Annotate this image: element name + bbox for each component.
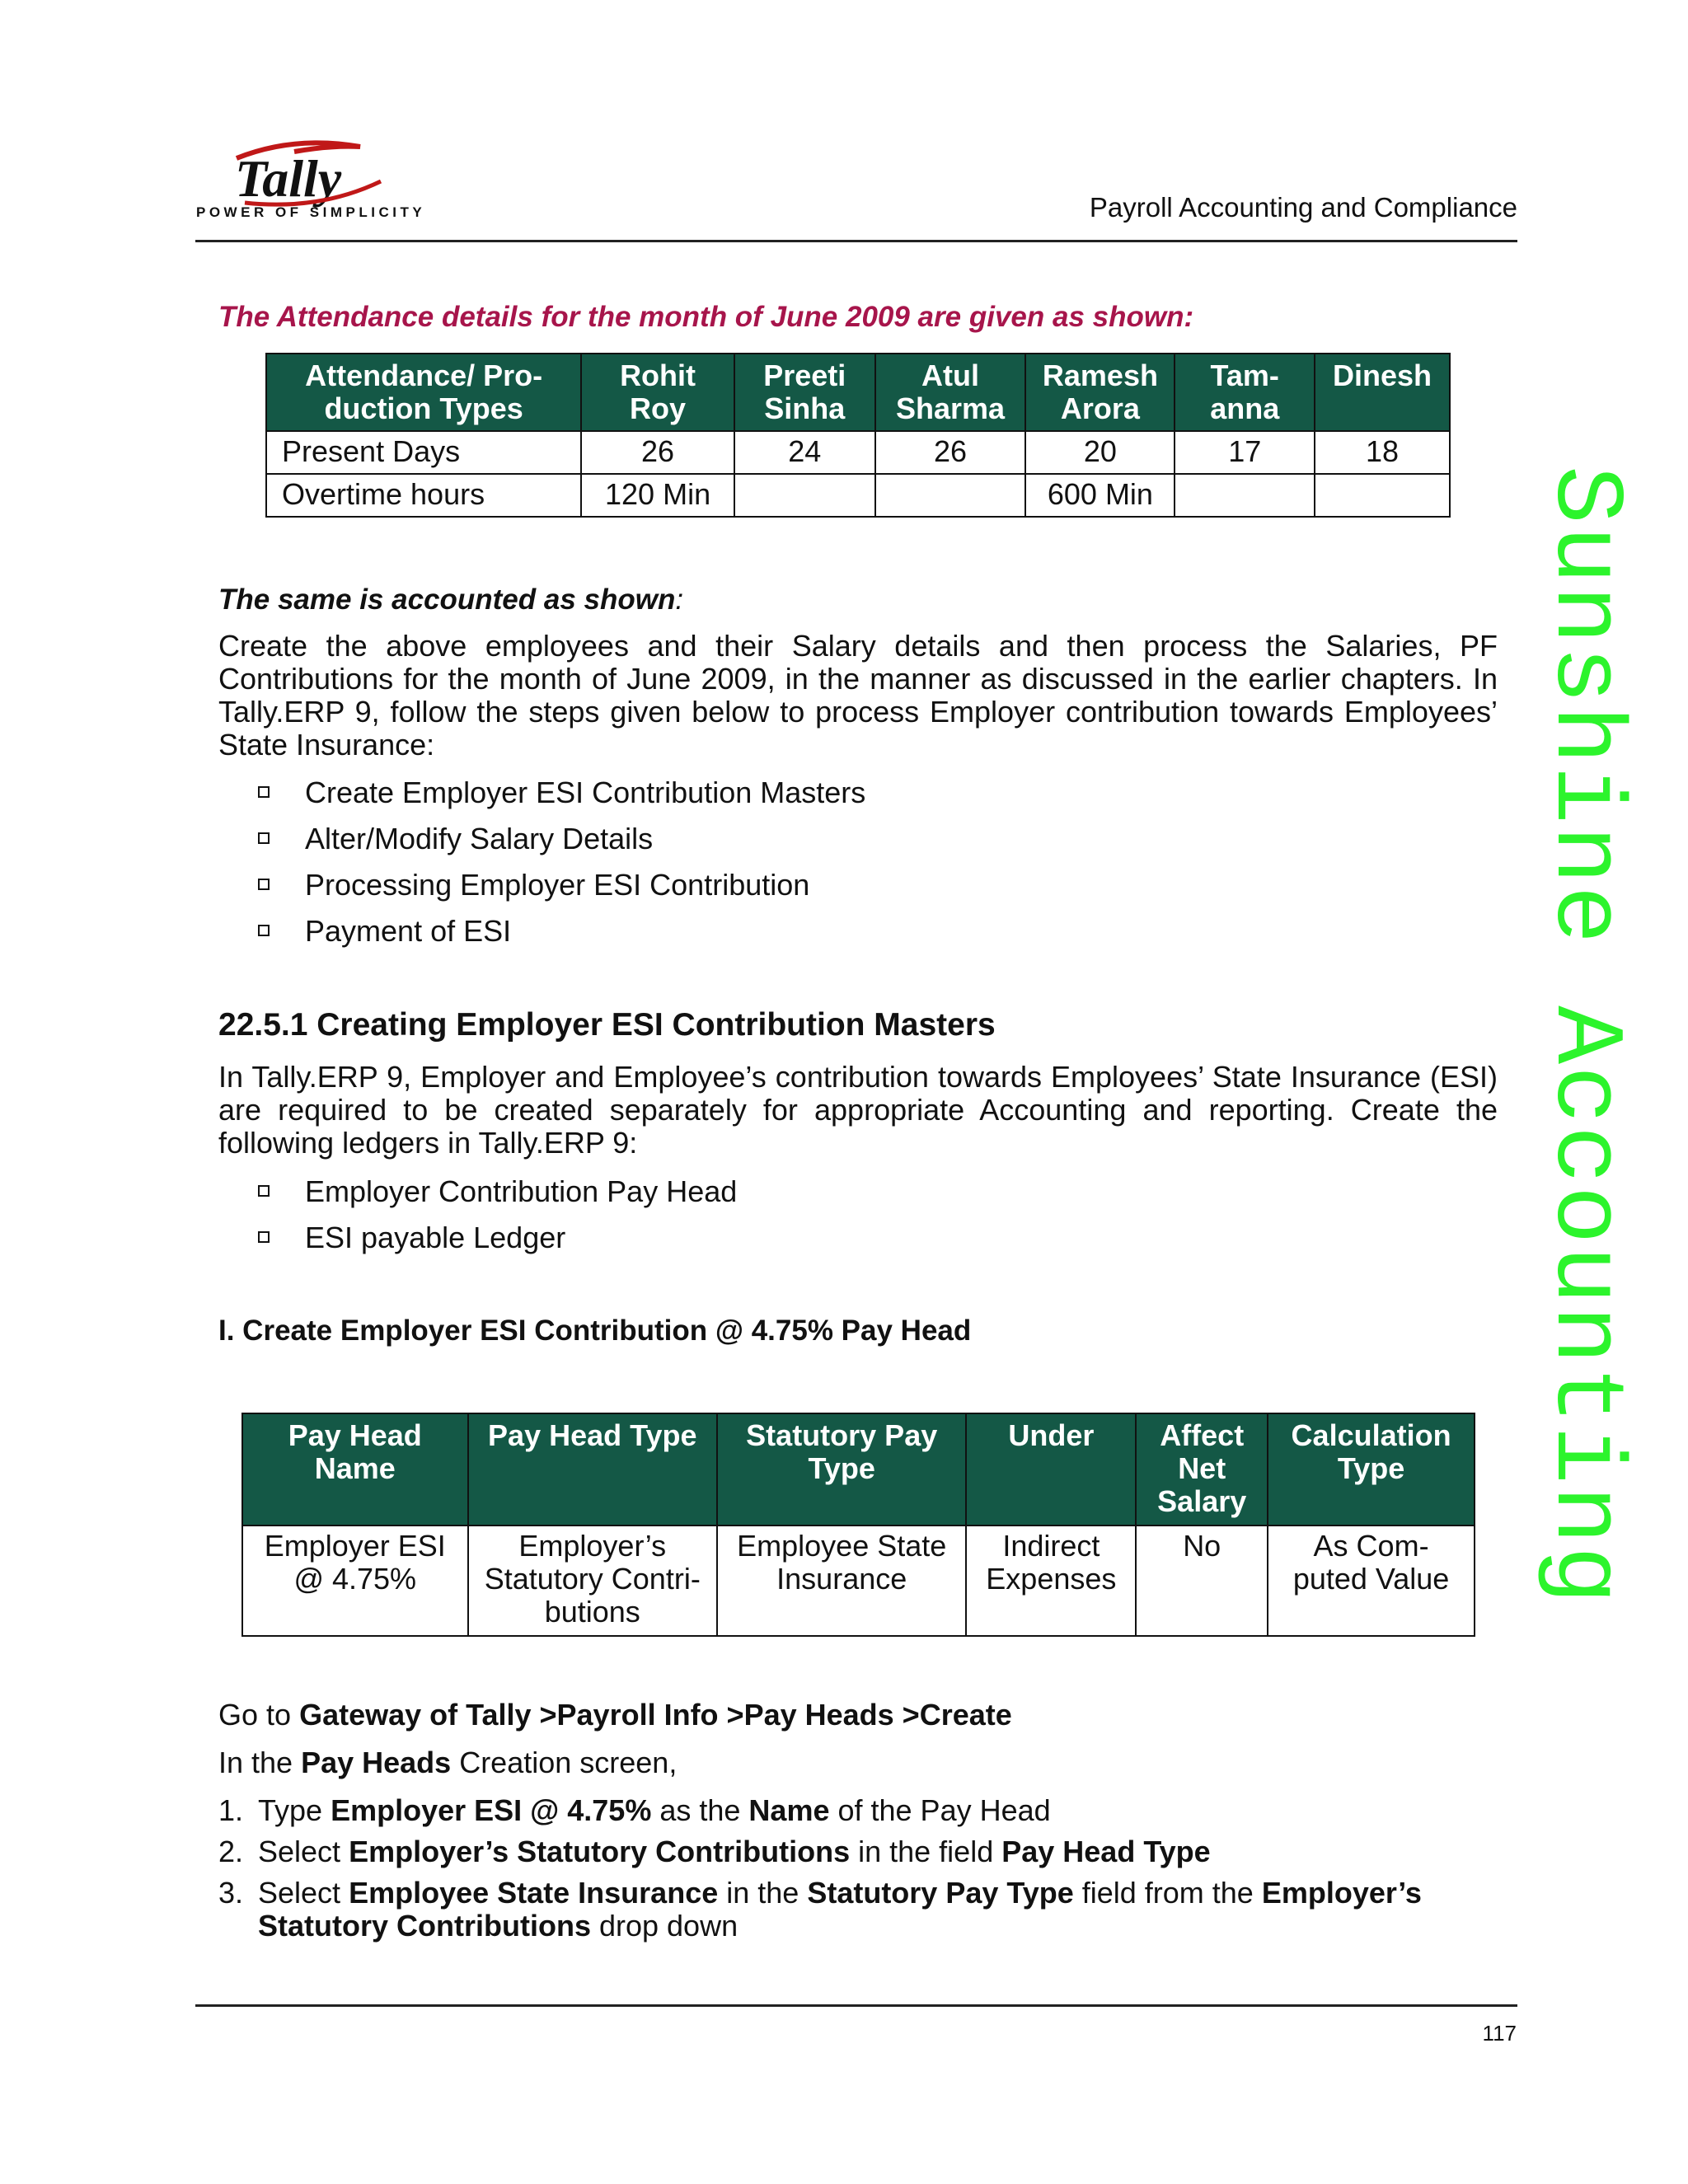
column-header: Pay Head Type: [468, 1413, 718, 1526]
chapter-title: Payroll Accounting and Compliance: [1089, 192, 1517, 223]
nav-prefix: Go to: [218, 1698, 300, 1732]
step-text: Select: [258, 1835, 349, 1868]
table-cell: Employee State Insurance: [717, 1526, 966, 1636]
square-bullet-icon: [258, 925, 270, 936]
list-item-text: Processing Employer ESI Contribution: [305, 868, 810, 902]
attendance-header-row: [266, 354, 1450, 431]
list-item-text: Alter/Modify Salary Details: [305, 822, 654, 855]
column-header: Ramesh Arora: [1025, 354, 1175, 431]
step-text: of the Pay Head: [829, 1793, 1051, 1827]
square-bullet-icon: [258, 786, 270, 798]
column-header: Attendance/ Pro- duction Types: [266, 354, 581, 431]
page-number: 117: [1482, 2021, 1517, 2046]
column-header: Preeti Sinha: [734, 354, 875, 431]
table-cell: [1175, 474, 1315, 517]
nav-menu-path: Gateway of Tally >Payroll Info >Pay Heads >Create: [299, 1698, 1012, 1732]
table-cell: 17: [1175, 431, 1315, 474]
step-text: in the: [718, 1876, 808, 1910]
column-header: Calculation Type: [1268, 1413, 1475, 1526]
section-heading: 22.5.1 Creating Employer ESI Contribution Masters: [218, 1007, 996, 1043]
square-bullet-icon: [258, 832, 270, 844]
table-cell: As Com- puted Value: [1268, 1526, 1475, 1636]
table-cell: [875, 474, 1026, 517]
square-bullet-icon: [258, 1185, 270, 1197]
step-bold-text: Pay Head Type: [1001, 1835, 1211, 1868]
step-item: [218, 1835, 1504, 1868]
column-header: Rohit Roy: [581, 354, 734, 431]
step-text: drop down: [590, 1909, 738, 1943]
column-header: Dinesh: [1315, 354, 1450, 431]
square-bullet-icon: [258, 1231, 270, 1243]
list-item-text: Employer Contribution Pay Head: [305, 1174, 738, 1208]
table-row: [266, 474, 1450, 517]
attendance-table: [265, 353, 1451, 518]
logo-tagline: POWER OF SIMPLICITY: [196, 204, 426, 220]
table-cell: 120 Min: [581, 474, 734, 517]
intro-bold: Pay Heads: [301, 1746, 452, 1779]
accounted-caption-colon: :: [675, 583, 684, 616]
list-item: [218, 862, 865, 908]
table-cell: [734, 474, 875, 517]
intro-suffix: Creation screen,: [451, 1746, 678, 1779]
step-bold-text: Employer ESI @ 4.75%: [331, 1793, 652, 1827]
row-label-cell: Overtime hours: [266, 474, 581, 517]
step-text: as the: [651, 1793, 749, 1827]
list-item: [218, 770, 865, 816]
table-cell: 26: [875, 431, 1026, 474]
square-bullet-icon: [258, 879, 270, 890]
list-item: [218, 908, 865, 954]
step-item: [218, 1794, 1504, 1827]
list-item-text: Payment of ESI: [305, 914, 512, 948]
table-cell: 20: [1025, 431, 1175, 474]
list-item-text: Create Employer ESI Contribution Masters: [305, 776, 866, 809]
payhead-table: [241, 1413, 1475, 1637]
attendance-caption: The Attendance details for the month of June 2009 are given as shown:: [218, 301, 1194, 333]
table-cell: 24: [734, 431, 875, 474]
column-header: Statutory Pay Type: [717, 1413, 966, 1526]
steps-list: [218, 1794, 1504, 1951]
step-bold-text: Employee State Insurance: [349, 1876, 719, 1910]
section-paragraph: In Tally.ERP 9, Employer and Employee’s contribution towards Employees’ State Insurance (ESI) are required to be created separately for appropriate Accounting and reporting. Create the following ledgers in Tally.ERP 9:: [218, 1060, 1498, 1160]
step-number: 2.: [218, 1835, 244, 1868]
section-bullet-list: [218, 1169, 737, 1261]
step-text: field from the: [1073, 1876, 1262, 1910]
step-text: Type: [258, 1793, 331, 1827]
table-cell: 600 Min: [1025, 474, 1175, 517]
column-header: Atul Sharma: [875, 354, 1026, 431]
step-bold-text: Name: [748, 1793, 830, 1827]
watermark-text: Sunshine Accounting: [1529, 466, 1639, 1606]
accounted-paragraph: Create the above employees and their Salary details and then process the Salaries, PF Contributions for the month of June 2009, in the manner as discussed in the earlier chapters. In Tally.ERP 9, follow the steps given below to process Employer contribution towards Employees’ State Insurance:: [218, 629, 1498, 762]
step-text: in the field: [850, 1835, 1002, 1868]
list-item-text: ESI payable Ledger: [305, 1221, 566, 1254]
column-header: Affect Net Salary: [1136, 1413, 1268, 1526]
list-item: [218, 816, 865, 862]
intro-prefix: In the: [218, 1746, 302, 1779]
header-rule: [195, 240, 1517, 242]
step-bold-text: Employer’s Statutory Contributions: [349, 1835, 851, 1868]
table-row: [242, 1526, 1475, 1636]
subsection-heading: I. Create Employer ESI Contribution @ 4.75% Pay Head: [218, 1315, 972, 1347]
step-bold-text: Statutory Pay Type: [807, 1876, 1074, 1910]
table-cell: Employer’s Statutory Contri- butions: [468, 1526, 718, 1636]
table-cell: Indirect Expenses: [966, 1526, 1136, 1636]
accounted-caption-text: The same is accounted as shown: [218, 583, 676, 616]
table-cell: 26: [581, 431, 734, 474]
accounted-caption: [218, 583, 683, 616]
list-item: [218, 1215, 737, 1261]
table-cell: 18: [1315, 431, 1450, 474]
table-cell: Employer ESI @ 4.75%: [242, 1526, 468, 1636]
navigation-path: [218, 1698, 1012, 1732]
step-text: Select: [258, 1876, 349, 1910]
column-header: Pay Head Name: [242, 1413, 468, 1526]
table-row: [266, 431, 1450, 474]
intro-line: [218, 1746, 677, 1780]
step-number: 1.: [218, 1793, 244, 1827]
row-label-cell: Present Days: [266, 431, 581, 474]
column-header: Under: [966, 1413, 1136, 1526]
step-item: [218, 1877, 1504, 1943]
table-cell: No: [1136, 1526, 1268, 1636]
footer-rule: [195, 2004, 1517, 2007]
list-item: [218, 1169, 737, 1215]
logo-wordmark: Tally: [235, 149, 342, 208]
column-header: Tam- anna: [1175, 354, 1315, 431]
step-bold-text: Employer’s Statutory Contributions: [258, 1876, 1422, 1943]
table-cell: [1315, 474, 1450, 517]
payhead-header-row: [242, 1413, 1475, 1526]
accounted-bullet-list: [218, 770, 865, 954]
step-number: 3.: [218, 1876, 244, 1910]
